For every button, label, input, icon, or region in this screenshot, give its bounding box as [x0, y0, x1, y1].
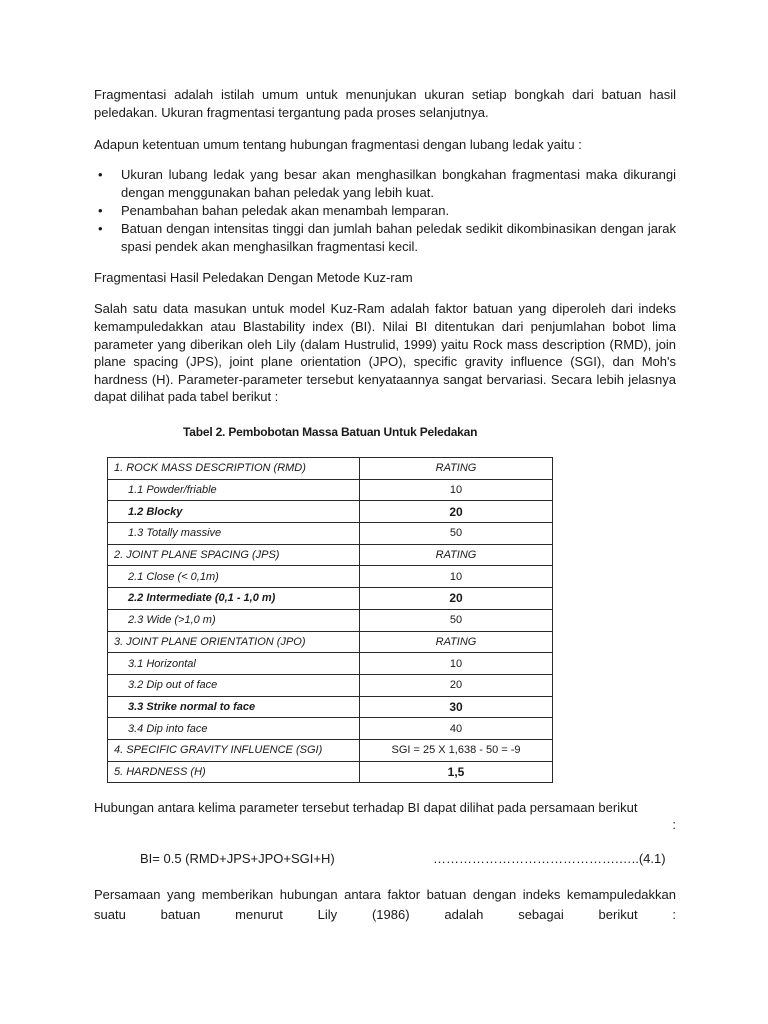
paragraph-fragmentation-definition: Fragmentasi adalah istilah umum untuk menunjukan ukuran setiap bongkah dari batuan hasil peledakan. Ukuran fragmentasi tergantung pada proses selanjutnya.: [94, 87, 676, 120]
table-row: [108, 458, 553, 480]
table-cell-value: 40: [360, 718, 553, 740]
table-row: [108, 544, 553, 566]
table-cell-label: 2.1 Close (< 0,1m): [108, 566, 360, 588]
table-cell-label: 3.3 Strike normal to face: [108, 696, 360, 718]
table-row: [108, 501, 553, 523]
table-cell-label: 1.3 Totally massive: [108, 523, 360, 545]
table-cell-value: 1,5: [360, 761, 553, 783]
table-cell-value: 20: [360, 501, 553, 523]
table-cell-label: 1.2 Blocky: [108, 501, 360, 523]
paragraph-lily-relation: Persamaan yang memberikan hubungan antara faktor batuan dengan indeks kemampuledakkan suatu batuan menurut Lily (1986) adalah sebagai berikut :: [94, 887, 676, 922]
table-row: [108, 674, 553, 696]
table-cell-value: SGI = 25 X 1,638 - 50 = -9: [360, 739, 553, 761]
table-cell-label: 1.1 Powder/friable: [108, 479, 360, 501]
table-row: [108, 631, 553, 653]
table-cell-value: RATING: [360, 544, 553, 566]
table-cell-value: 20: [360, 588, 553, 610]
section-subheading: Fragmentasi Hasil Peledakan Dengan Metode Kuz-ram: [94, 269, 413, 285]
table-cell-label: 2.3 Wide (>1,0 m): [108, 609, 360, 631]
table-cell-value: 10: [360, 653, 553, 675]
document-body: [94, 86, 676, 406]
table-row: [108, 523, 553, 545]
table-row: [108, 609, 553, 631]
paragraph-kuz-ram: Salah satu data masukan untuk model Kuz-Ram adalah faktor batuan yang diperoleh dari indeks kemampuledakkan atau Blastability index (BI). Nilai BI ditentukan dari penjumlahan bobot lima parameter yang diberikan oleh Lily (dalam Hustrulid, 1999) yaitu Rock mass description (RMD), join plane spacing (JPS), joint plane orientation (JPO), specific gravity influence (SGI), dan Moh's hardness (H). Parameter-parameter tersebut kenyataannya sangat bervariasi. Secara lebih jelasnya dapat dilihat pada tabel berikut :: [94, 301, 676, 405]
table-cell-value: 10: [360, 479, 553, 501]
table-row: [108, 696, 553, 718]
table-row: [108, 479, 553, 501]
table-row: [108, 739, 553, 761]
table-cell-value: RATING: [360, 458, 553, 480]
table-cell-label: 3. JOINT PLANE ORIENTATION (JPO): [108, 631, 360, 653]
paragraph-colon: :: [672, 817, 676, 832]
table-cell-label: 3.1 Horizontal: [108, 653, 360, 675]
table-cell-label: 1. ROCK MASS DESCRIPTION (RMD): [108, 458, 360, 480]
table-row: [108, 761, 553, 783]
table-cell-label: 2. JOINT PLANE SPACING (JPS): [108, 544, 360, 566]
paragraph-bi-relation: Hubungan antara kelima parameter tersebut terhadap BI dapat dilihat pada persamaan berikut: [94, 800, 638, 815]
table-cell-value: 30: [360, 696, 553, 718]
table-row: [108, 588, 553, 610]
table-cell-value: 50: [360, 609, 553, 631]
final-paragraph: [94, 885, 676, 925]
table-row: [108, 718, 553, 740]
table-title: Tabel 2. Pembobotan Massa Batuan Untuk Peledakan: [183, 425, 478, 439]
table-row: [108, 653, 553, 675]
table-cell-label: 3.4 Dip into face: [108, 718, 360, 740]
table-cell-label: 5. HARDNESS (H): [108, 761, 360, 783]
after-table-text: [94, 799, 676, 833]
table-cell-label: 2.2 Intermediate (0,1 - 1,0 m): [108, 588, 360, 610]
equation: BI= 0.5 (RMD+JPS+JPO+SGI+H): [140, 851, 335, 866]
table-cell-label: 3.2 Dip out of face: [108, 674, 360, 696]
rating-table: [107, 457, 553, 783]
bullet-item: • Batuan dengan intensitas tinggi dan jumlah bahan peledak sedikit dikombinasikan dengan jarak spasi pendek akan menghasilkan fragmentasi kecil.: [94, 220, 676, 256]
table-cell-value: 20: [360, 674, 553, 696]
table-row: [108, 566, 553, 588]
table-cell-label: 4. SPECIFIC GRAVITY INFLUENCE (SGI): [108, 739, 360, 761]
table-cell-value: RATING: [360, 631, 553, 653]
paragraph-general-provisions: Adapun ketentuan umum tentang hubungan fragmentasi dengan lubang ledak yaitu :: [94, 137, 582, 153]
table-cell-value: 50: [360, 523, 553, 545]
bullet-item: • Ukuran lubang ledak yang besar akan menghasilkan bongkahan fragmentasi maka dikurangi dengan menggunakan bahan peledak yang lebih kuat.: [94, 166, 676, 202]
bullet-list: [94, 166, 676, 256]
bullet-item: • Penambahan bahan peledak akan menambah lemparan.: [94, 202, 676, 220]
equation-number: …………………………………….…..(4.1): [433, 851, 666, 866]
table-cell-value: 10: [360, 566, 553, 588]
